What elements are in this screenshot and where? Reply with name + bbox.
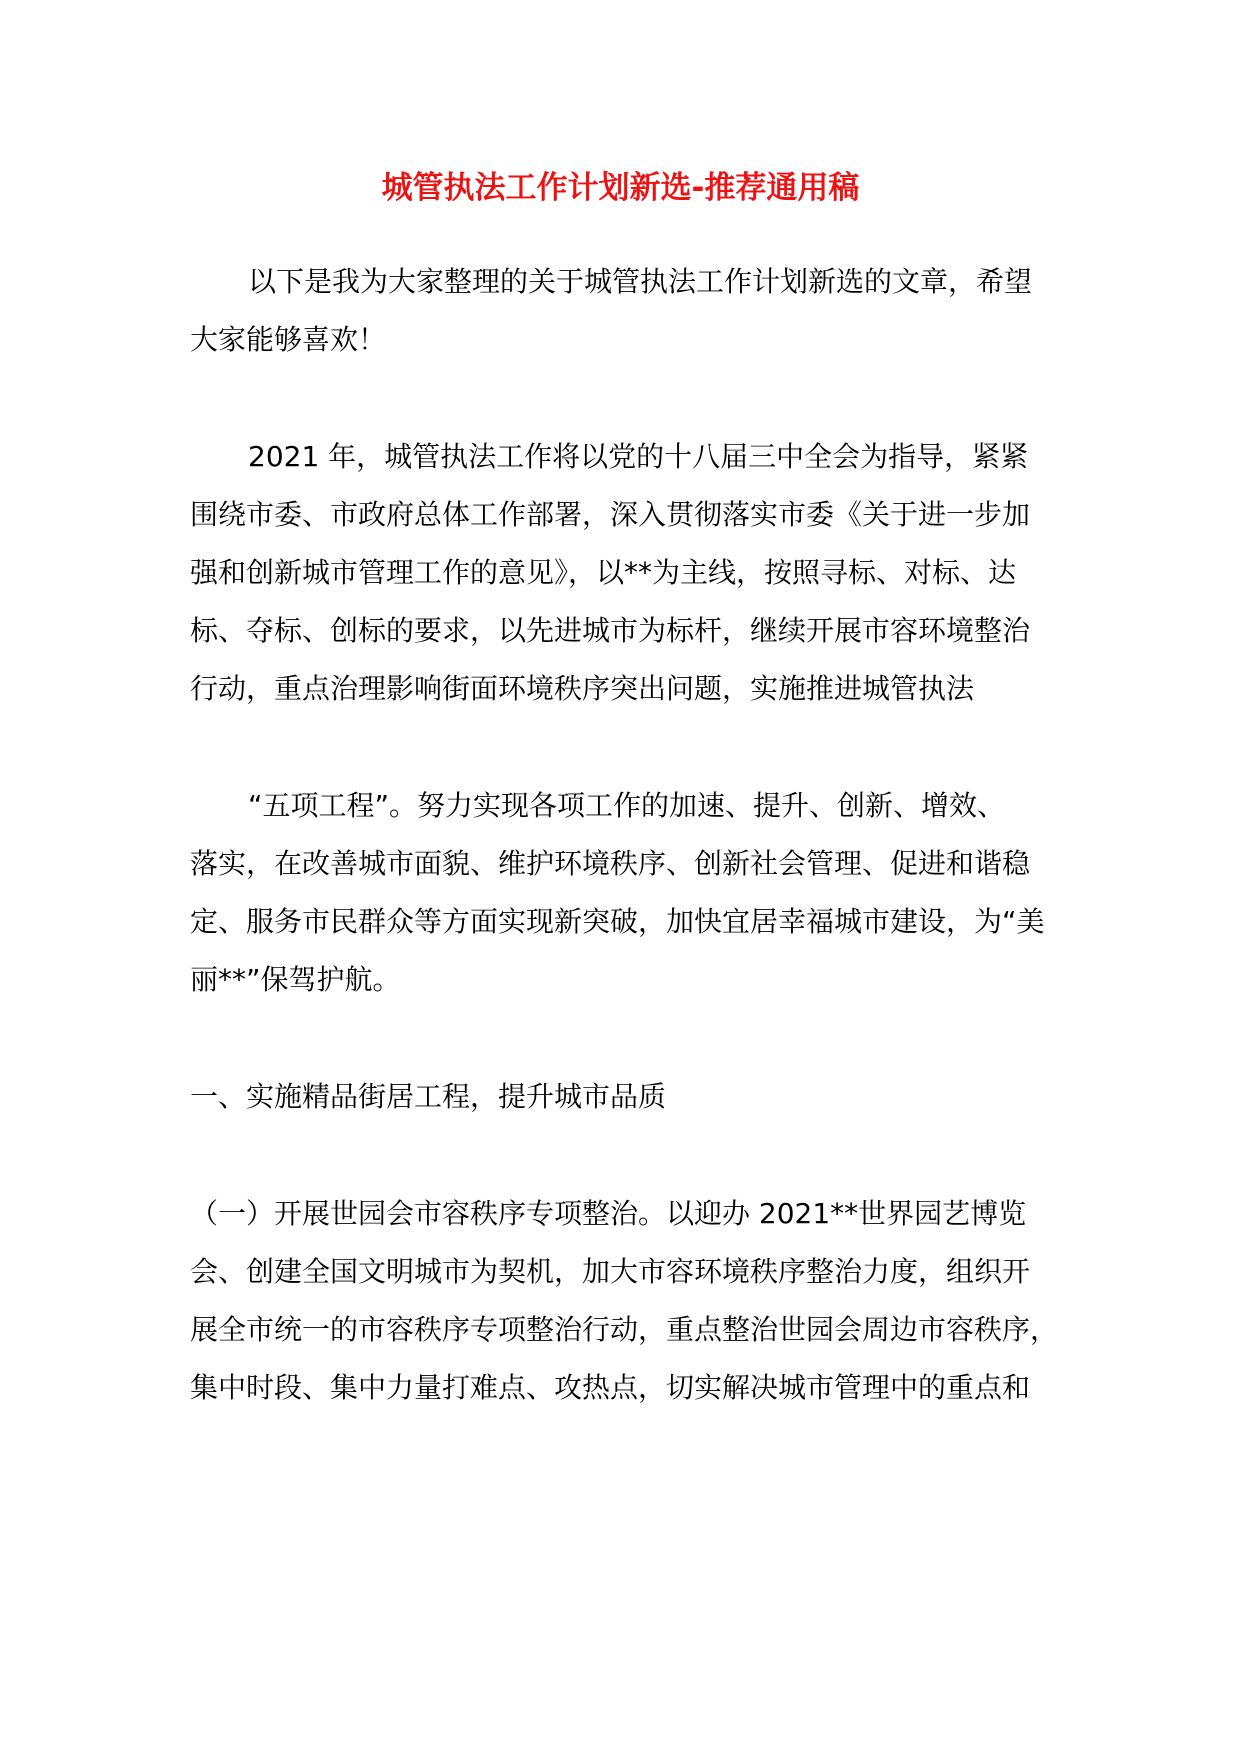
document-title: 城管执法工作计划新选-推荐通用稿 — [381, 170, 860, 206]
paragraph-line: 强和创新城市管理工作的意见》，以**为主线，按照寻标、对标、达 — [190, 556, 1017, 589]
section-heading: 一、实施精品街居工程，提升城市品质 — [190, 1080, 667, 1113]
paragraph-line: 2021 年，城管执法工作将以党的十八届三中全会为指导，紧紧 — [248, 440, 1029, 473]
paragraph-line: 落实，在改善城市面貌、维护环境秩序、创新社会管理、促进和谐稳 — [190, 847, 1031, 880]
paragraph-line: 以下是我为大家整理的关于城管执法工作计划新选的文章，希望 — [248, 265, 1033, 298]
paragraph-line: 定、服务市民群众等方面实现新突破，加快宜居幸福城市建设，为“美 — [190, 905, 1045, 938]
paragraph-line: 展全市统一的市容秩序专项整治行动，重点整治世园会周边市容秩序， — [190, 1313, 1059, 1346]
paragraph-line: 集中时段、集中力量打难点、攻热点，切实解决城市管理中的重点和 — [190, 1371, 1031, 1404]
paragraph-line: 行动，重点治理影响街面环境秩序突出问题，实施推进城管执法 — [190, 672, 975, 705]
paragraph-line: 围绕市委、市政府总体工作部署，深入贯彻落实市委《关于进一步加 — [190, 498, 1031, 531]
paragraph-line: 标、夺标、创标的要求，以先进城市为标杆，继续开展市容环境整治 — [190, 614, 1031, 647]
paragraph-line: 丽**”保驾护航。 — [190, 963, 401, 996]
paragraph-line: 大家能够喜欢！ — [190, 323, 387, 356]
paragraph-line: “五项工程”。努力实现各项工作的加速、提升、创新、增效、 — [248, 789, 1006, 822]
paragraph-line: 会、创建全国文明城市为契机，加大市容环境秩序整治力度，组织开 — [190, 1255, 1031, 1288]
paragraph-line: （一）开展世园会市容秩序专项整治。以迎办 2021**世界园艺博览 — [190, 1197, 1027, 1230]
